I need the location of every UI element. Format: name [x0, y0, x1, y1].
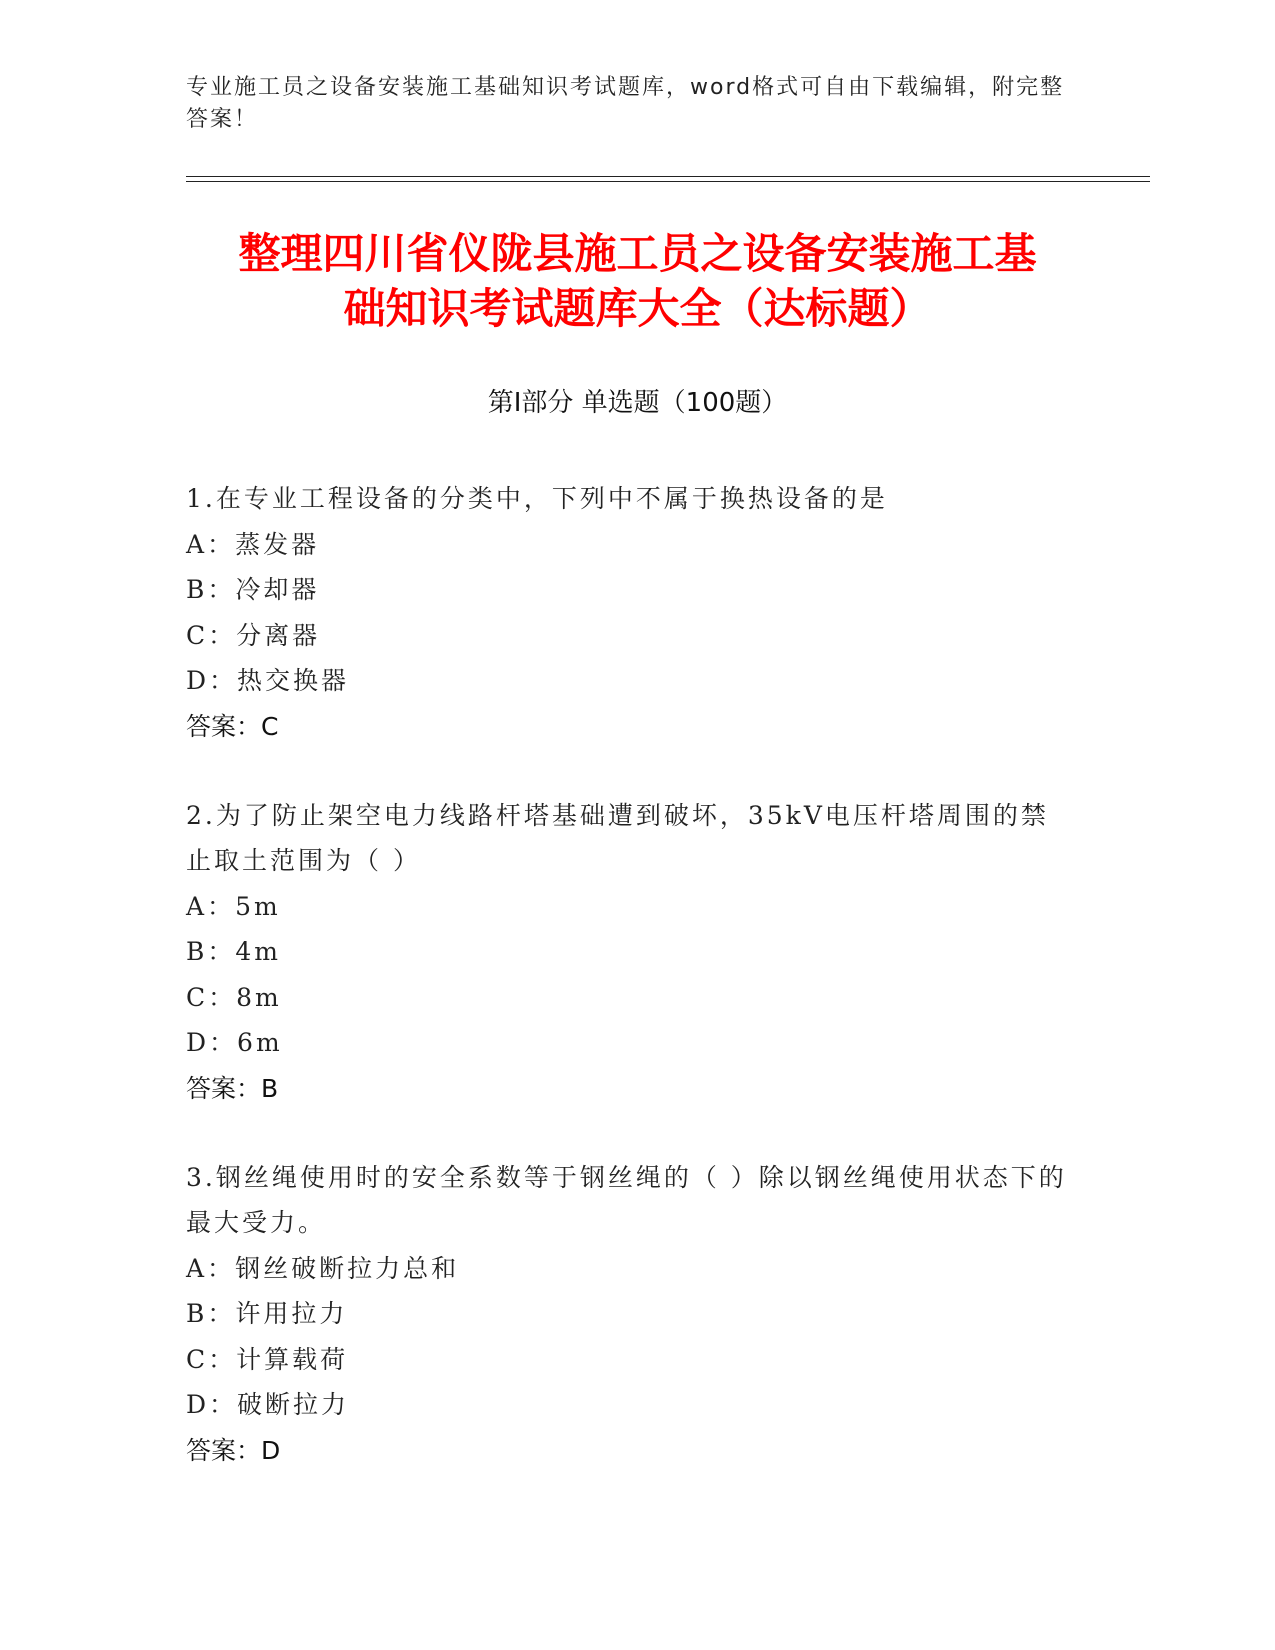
option-d	[186, 1382, 1076, 1428]
question-1	[186, 476, 1076, 749]
option-key: C：	[186, 620, 237, 650]
option-key: B：	[186, 1299, 236, 1328]
question-stem: 1.在专业工程设备的分类中，下列中不属于换热设备的是	[186, 484, 888, 513]
option-text: 8m	[236, 982, 282, 1012]
option-a	[186, 522, 1076, 568]
option-c	[186, 975, 1076, 1021]
option-c	[186, 1337, 1076, 1383]
option-key: A：	[186, 529, 236, 559]
answer-line: 答案：B	[186, 1073, 279, 1103]
option-text: 冷却器	[235, 575, 320, 604]
option-key: B：	[186, 937, 236, 966]
option-text: 5m	[235, 891, 281, 921]
option-b	[186, 567, 1076, 613]
document-title	[150, 226, 1125, 336]
option-key: C：	[186, 1344, 237, 1374]
header-divider-bottom	[186, 181, 1150, 182]
question-2	[186, 793, 1076, 1111]
question-stem: 3.钢丝绳使用时的安全系数等于钢丝绳的（ ）除以钢丝绳使用状态下的最大受力。	[186, 1162, 1067, 1237]
header-note: 专业施工员之设备安装施工基础知识考试题库，word格式可自由下载编辑，附完整答案！	[186, 75, 1065, 132]
option-text: 4m	[235, 937, 281, 966]
option-text: 分离器	[236, 620, 321, 650]
question-stem: 2.为了防止架空电力线路杆塔基础遭到破坏，35kV电压杆塔周围的禁止取土范围为（ ）	[186, 800, 1049, 875]
option-text: 破断拉力	[237, 1390, 350, 1419]
option-d	[186, 658, 1076, 704]
question-3	[186, 1155, 1076, 1473]
option-key: B：	[186, 575, 236, 604]
answer-line: 答案：C	[186, 711, 279, 741]
option-text: 钢丝破断拉力总和	[235, 1253, 460, 1283]
option-b	[186, 1291, 1076, 1337]
option-a	[186, 1246, 1076, 1292]
option-text: 热交换器	[237, 666, 350, 695]
option-b	[186, 929, 1076, 975]
option-text: 蒸发器	[235, 529, 320, 559]
option-key: D：	[186, 1390, 238, 1419]
option-text: 计算载荷	[236, 1344, 349, 1374]
question-list	[186, 476, 1076, 1517]
document-title-line-2: 础知识考试题库大全（达标题）	[343, 284, 932, 333]
document-title-line-1: 整理四川省仪陇县施工员之设备安装施工基	[238, 229, 1037, 278]
section-title: 第Ⅰ部分 单选题（100题）	[487, 388, 788, 418]
option-key: A：	[186, 1253, 236, 1283]
option-key: D：	[186, 666, 238, 695]
option-key: D：	[186, 1028, 238, 1057]
header-divider-top	[186, 176, 1150, 177]
option-d	[186, 1020, 1076, 1066]
option-text: 许用拉力	[235, 1299, 348, 1328]
option-key: C：	[186, 982, 237, 1012]
option-key: A：	[186, 891, 236, 921]
answer-line: 答案：D	[186, 1435, 281, 1465]
option-a	[186, 884, 1076, 930]
option-c	[186, 613, 1076, 659]
option-text: 6m	[237, 1028, 283, 1057]
